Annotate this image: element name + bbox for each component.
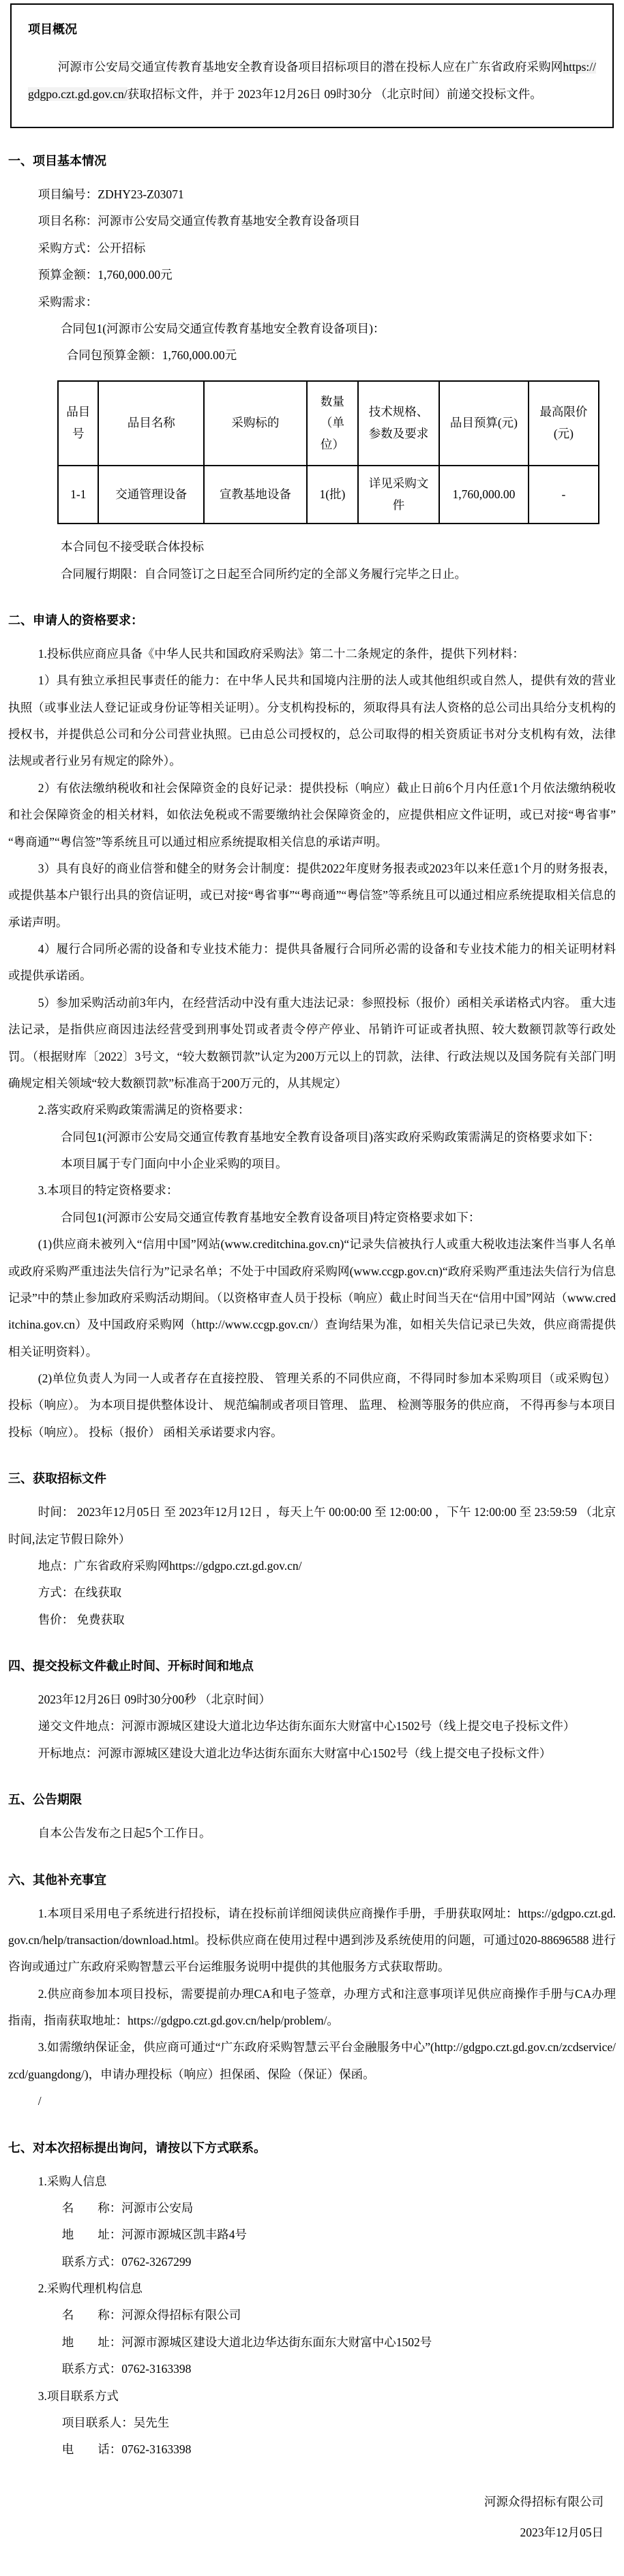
agency-address-label: 地 址： xyxy=(61,2335,122,2349)
agency-name-label: 名 称： xyxy=(61,2308,122,2322)
procurement-method-line xyxy=(38,235,616,262)
project-number-line xyxy=(38,181,616,208)
obtain-price: 售价： 免费获取 xyxy=(38,1612,125,1626)
section-heading-deadline: 四、提交投标文件截止时间、开标时间和地点 xyxy=(8,1659,254,1673)
col-quantity: 数量（单位） xyxy=(307,381,358,466)
project-number-label: 项目编号： xyxy=(38,187,98,201)
agency-info-title: 2.采购代理机构信息 xyxy=(38,2282,143,2295)
qualification-p12: (1)供应商未被列入“信用中国”网站(www.creditchina.gov.cn)“记录失信被执行人或重大税收违法案件当事人名单或政府采购严重违法失信行为”记录名单；不处于中国政府采购网(www.ccgp.gov.cn)“政府采购严重违法失信行为信息记录”中的禁止参加政府采购活动期间。（以资格审查人员于投标（响应）截止时间当天在“信用中国”网站（www.creditchina.gov.cn）及中国政府采购网（http://www.ccgp.gov.cn/）查询结果为准，如相关失信记录已失效，供应商需提供相关证明资料）。 xyxy=(8,1237,616,1359)
col-spec: 技术规格、参数及要求 xyxy=(358,381,439,466)
items-table-header-row xyxy=(58,381,599,466)
budget-value: 1,760,000.00元 xyxy=(98,268,173,282)
package-title: 合同包1(河源市公安局交通宣传教育基地安全教育设备项目)： xyxy=(61,321,385,335)
package-budget-line xyxy=(67,342,616,369)
section-heading-obtain: 三、获取招标文件 xyxy=(8,1472,106,1486)
items-table xyxy=(57,380,599,525)
cell-spec: 详见采购文件 xyxy=(358,466,439,524)
project-contact-person-line xyxy=(62,2410,616,2436)
purchaser-name-value: 河源市公安局 xyxy=(121,2200,194,2215)
overview-title: 项目概况 xyxy=(28,22,77,36)
deadline-open-place: 开标地点：河源市源城区建设大道北边华达街东面东大财富中心1502号（线上提交电子投标文件） xyxy=(38,1746,552,1760)
project-contact-title: 3.项目联系方式 xyxy=(38,2389,119,2403)
purchaser-address-value: 河源市源城区凯丰路4号 xyxy=(121,2228,247,2242)
cell-max-price: - xyxy=(529,466,599,524)
project-contact-phone-label: 电 话： xyxy=(61,2442,122,2457)
col-item-name: 品目名称 xyxy=(98,381,204,466)
purchaser-address-label: 地 址： xyxy=(61,2228,122,2242)
obtain-place: 地点：广东省政府采购网https://gdgpo.czt.gd.gov.cn/ xyxy=(38,1558,302,1573)
obtain-method: 方式：在线获取 xyxy=(38,1586,122,1600)
budget-line xyxy=(38,262,616,288)
overview-intro-url: https://gdgpo.czt.gd.gov.cn/ xyxy=(28,59,596,101)
qualification-p13: (2)单位负责人为同一人或者存在直接控股、 管理关系的不同供应商，不得同时参加本采购项目（或采购包） 投标（响应）。 为本项目提供整体设计、 规范编制或者项目管理、 监理、 检测等服务的供应商， 不得再参与本项目投标（响应）。 投标（报价） 函相关承诺要求内容。 xyxy=(8,1372,616,1439)
agency-name-line xyxy=(62,2302,616,2329)
qualification-p9: 本项目属于专门面向中小企业采购的项目。 xyxy=(61,1157,288,1170)
other-p3: 3.如需缴纳保证金，供应商可通过“广东政府采购智慧云平台金融服务中心”(http://gdgpo.czt.gd.gov.cn/zcdservice/zcd/guangdong/)，申请办理投标（响应）担保函、保险（保证）保函。 xyxy=(8,2040,616,2081)
qualification-p4: 3）具有良好的商业信誉和健全的财务会计制度：提供2022年度财务报表或2023年以来任意1个月的财务报表，或提供基本户银行出具的资信证明，或已对接“粤省事”“粤商通”“粤信签”等系统且可以通过相应系统提取相关信息的承诺声明。 xyxy=(8,861,616,929)
purchaser-address-line xyxy=(62,2222,616,2248)
project-contact-person-label: 项目联系人： xyxy=(61,2415,134,2429)
qualification-p2: 1）具有独立承担民事责任的能力：在中华人民共和国境内注册的法人或其他组织或自然人，提供有效的营业执照（或事业法人登记证或身份证等相关证明）。分支机构投标的，须取得具有法人资格的总公司出具给分支机构的授权书，并提供总公司和分公司营业执照。已由总公司授权的，总公司取得的相关资质证书对分支机构有效，法律法规或者行业另有规定的除外）。 xyxy=(8,673,616,768)
cell-quantity: 1(批) xyxy=(307,466,358,524)
deadline-time: 2023年12月26日 09时30分00秒 （北京时间） xyxy=(38,1693,271,1706)
announcement-period: 自本公告发布之日起5个工作日。 xyxy=(38,1826,211,1840)
no-consortium-note: 本合同包不接受联合体投标 xyxy=(61,540,204,554)
demand-label: 采购需求： xyxy=(38,294,98,309)
qualification-p7: 2.落实政府采购政策需满足的资格要求： xyxy=(38,1103,250,1117)
other-p4-slash: / xyxy=(38,2094,42,2108)
project-number-value: ZDHY23-Z03071 xyxy=(98,187,184,201)
table-row xyxy=(58,466,599,524)
qualification-p8: 合同包1(河源市公安局交通宣传教育基地安全教育设备项目)落实政府采购政策需满足的资格要求如下： xyxy=(61,1130,600,1144)
purchaser-name-line xyxy=(62,2195,616,2222)
col-item-budget: 品目预算(元) xyxy=(439,381,529,466)
project-name-value: 河源市公安局交通宣传教育基地安全教育设备项目 xyxy=(98,214,361,228)
overview-box xyxy=(10,3,614,128)
package-budget-value: 1,760,000.00元 xyxy=(162,348,237,363)
other-p1: 1.本项目采用电子系统进行招投标，请在投标前详细阅读供应商操作手册，手册获取网址：https://gdgpo.czt.gd.gov.cn/help/transaction/download.html。投标供应商在使用过程中遇到涉及系统使用的问题，可通过020-88696588 进行咨询或通过广东政府采购智慧云平台运维服务说明中提供的其他服务方式获取帮助。 xyxy=(8,1906,616,1974)
performance-period-note: 合同履行期限：自合同签订之日起至合同所约定的全部义务履行完毕之日止。 xyxy=(61,566,466,581)
project-contact-phone-value: 0762-3163398 xyxy=(121,2442,192,2457)
cell-item-no: 1-1 xyxy=(58,466,98,524)
purchaser-phone-value: 0762-3267299 xyxy=(121,2254,192,2269)
section-heading-basic: 一、项目基本情况 xyxy=(8,154,106,168)
agency-phone-label: 联系方式： xyxy=(61,2362,122,2376)
sign-off-company: 河源众得招标有限公司 xyxy=(484,2494,604,2509)
deadline-submit-place: 递交文件地点：河源市源城区建设大道北边华达街东面东大财富中心1502号（线上提交电子投标文件） xyxy=(38,1719,576,1733)
overview-intro-deadline: 获取招标文件，并于 2023年12月26日 09时30分 （北京时间）前递交投标文件。 xyxy=(127,87,542,101)
project-name-line xyxy=(38,208,616,234)
section-heading-qualification: 二、申请人的资格要求： xyxy=(8,613,143,627)
cell-procurement-target: 宣教基地设备 xyxy=(204,466,307,524)
purchaser-phone-line xyxy=(62,2249,616,2275)
agency-address-line xyxy=(62,2329,616,2356)
qualification-p10: 3.本项目的特定资格要求： xyxy=(38,1183,179,1198)
project-name-label: 项目名称： xyxy=(38,214,98,228)
purchaser-info-title: 1.采购人信息 xyxy=(38,2174,107,2188)
project-contact-person-value: 吴先生 xyxy=(133,2415,170,2429)
col-max-price: 最高限价(元) xyxy=(529,381,599,466)
section-heading-announcement: 五、公告期限 xyxy=(8,1793,82,1807)
sign-off-date: 2023年12月05日 xyxy=(520,2526,604,2540)
agency-name-value: 河源众得招标有限公司 xyxy=(121,2308,241,2322)
section-heading-other: 六、其他补充事宜 xyxy=(8,1873,106,1887)
sign-off xyxy=(8,2487,616,2549)
cell-item-name: 交通管理设备 xyxy=(98,466,204,524)
procurement-method-value: 公开招标 xyxy=(98,241,146,255)
qualification-p6: 5）参加采购活动前3年内，在经营活动中没有重大违法记录：参照投标（报价）函相关承诺格式内容。 重大违法记录，是指供应商因违法经营受到刑事处罚或者责令停产停业、吊销许可证或者执照、较大数额罚款等行政处罚。（根据财库〔2022〕3号文，“较大数额罚款”认定为200万元以上的罚款，法律、行政法规以及国务院有关部门明确规定相关领域“较大数额罚款”标准高于200万元的，从其规定） xyxy=(8,995,616,1090)
package-budget-label: 合同包预算金额： xyxy=(66,348,162,363)
purchaser-name-label: 名 称： xyxy=(61,2200,122,2215)
overview-intro-text: 河源市公安局交通宣传教育基地安全教育设备项目招标项目的潜在投标人应在广东省政府采购网 xyxy=(57,59,563,74)
col-procurement-target: 采购标的 xyxy=(204,381,307,466)
budget-label: 预算金额： xyxy=(38,268,98,282)
obtain-time: 时间： 2023年12月05日 至 2023年12月12日 ，每天上午 00:00:00 至 12:00:00 ，下午 12:00:00 至 23:59:59 （北京时间,法定节假日除外） xyxy=(8,1505,616,1546)
section-heading-contact: 七、对本次招标提出询问，请按以下方式联系。 xyxy=(8,2140,266,2155)
qualification-p3: 2）有依法缴纳税收和社会保障资金的良好记录：提供投标（响应）截止日前6个月内任意1个月依法缴纳税收和社会保障资金的相关材料，如依法免税或不需要缴纳社会保障资金的，应提供相应文件证明，或已对接“粤省事”“粤商通”“粤信签”等系统且可以通过相应系统提取相关信息的承诺声明。 xyxy=(8,781,616,849)
project-contact-phone-line xyxy=(62,2436,616,2463)
procurement-method-label: 采购方式： xyxy=(38,241,98,255)
other-p2: 2.供应商参加本项目投标，需要提前办理CA和电子签章，办理方式和注意事项详见供应商操作手册与CA办理指南，指南获取地址：https://gdgpo.czt.gd.gov.cn/help/problem/。 xyxy=(8,1986,616,2027)
agency-address-value: 河源市源城区建设大道北边华达街东面东大财富中心1502号 xyxy=(121,2335,432,2349)
qualification-p11: 合同包1(河源市公安局交通宣传教育基地安全教育设备项目)特定资格要求如下： xyxy=(61,1210,481,1224)
cell-item-budget: 1,760,000.00 xyxy=(439,466,529,524)
qualification-p5: 4）履行合同所必需的设备和专业技术能力：提供具备履行合同所必需的设备和专业技术能力的相关证明材料或提供承诺函。 xyxy=(8,942,616,983)
purchaser-phone-label: 联系方式： xyxy=(61,2254,122,2269)
qualification-p1: 1.投标供应商应具备《中华人民共和国政府采购法》第二十二条规定的条件，提供下列材料： xyxy=(38,646,524,661)
overview-intro xyxy=(28,53,596,108)
agency-phone-line xyxy=(62,2356,616,2382)
agency-phone-value: 0762-3163398 xyxy=(121,2362,192,2376)
col-item-no: 品目号 xyxy=(58,381,98,466)
